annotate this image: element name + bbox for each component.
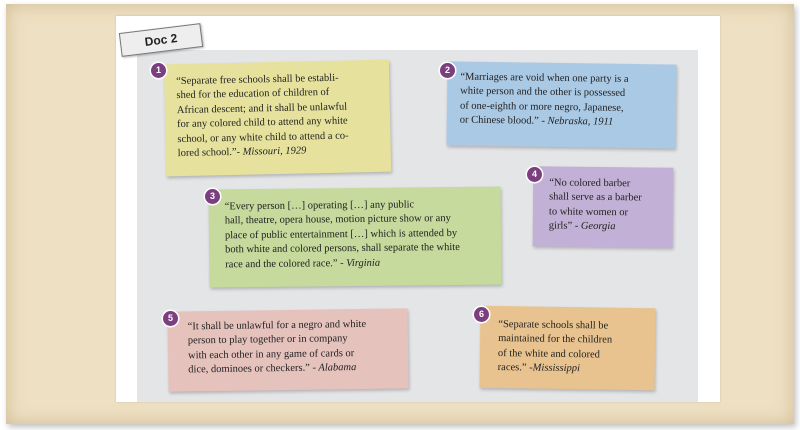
note-source: - Missouri, 1929 (236, 145, 307, 158)
note-line: place of public entertainment […] which is attended by (224, 227, 458, 242)
note-number-badge: 3 (205, 189, 220, 204)
note-line: white person and the other is possessed (460, 85, 626, 100)
note-line: to white women or (548, 206, 629, 219)
note-line: or Chinese blood.” (459, 114, 539, 127)
note-line: hall, theatre, opera house, motion picture show or any (224, 213, 451, 227)
note-alabama (167, 308, 408, 391)
note-line: race and the colored race.” (225, 257, 338, 270)
note-line: of the white and colored (497, 347, 601, 361)
note-line: person to play together or in company (187, 333, 348, 347)
note-line: “Marriages are void when one party is a (460, 71, 629, 85)
note-line: for any colored child to attend any white (177, 115, 348, 131)
note-line: both white and colored persons, shall separate the white (225, 242, 460, 256)
note-number-badge: 6 (474, 307, 489, 322)
note-line: girls” (548, 220, 573, 232)
note-line: African descent; and it shall be unlawful (176, 101, 348, 116)
doc-label: Doc 2 (143, 31, 179, 49)
note-line: “No colored barber (549, 177, 631, 190)
note-virginia (208, 186, 501, 287)
note-source: - Alabama (309, 362, 357, 374)
note-line: with each other in any game of cards or (187, 347, 355, 362)
note-line: shall serve as a barber (549, 191, 642, 204)
note-source: - Nebraska, 1911 (538, 115, 614, 128)
note-number-badge: 2 (440, 63, 455, 78)
note-line: lored school.” (177, 146, 237, 160)
note-line: races.” (497, 362, 527, 374)
note-line: dice, dominoes or checkers.” (188, 362, 310, 376)
note-line: shed for the education of children of (176, 87, 330, 102)
note-georgia (533, 166, 674, 247)
note-number-badge: 5 (163, 311, 178, 326)
note-source: - Virginia (337, 257, 381, 269)
note-line: “Separate free schools shall be establi- (176, 72, 339, 88)
note-line: “It shall be unlawful for a negro and white (187, 318, 367, 333)
note-mississippi (479, 306, 655, 390)
note-number-badge: 4 (527, 167, 542, 182)
note-line: maintained for the children (498, 333, 613, 347)
note-nebraska (446, 61, 676, 148)
note-missouri (164, 60, 391, 177)
note-line: of one-eighth or more negro, Japanese, (459, 100, 624, 114)
note-line: school, or any white child to attend a co- (177, 130, 349, 145)
note-source: - Georgia (572, 220, 616, 233)
note-number-badge: 1 (151, 63, 166, 78)
note-line: “Every person […] operating […] any public (224, 199, 415, 213)
note-source: -Mississippi (526, 362, 581, 375)
note-line: “Separate schools shall be (498, 319, 609, 332)
